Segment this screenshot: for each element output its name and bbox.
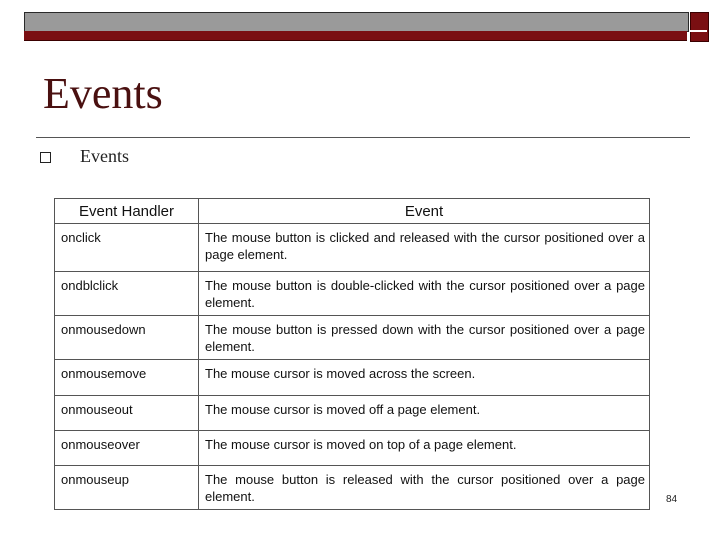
handler-name: onclick [61, 230, 101, 245]
square-bullet-icon [40, 152, 51, 163]
table-row [55, 396, 650, 431]
event-cell [199, 272, 650, 316]
handler-cell [55, 360, 199, 396]
handler-cell [55, 224, 199, 272]
event-description: The mouse button is double-clicked with the cursor positioned over a page element. [205, 278, 645, 310]
table-header-row [55, 199, 650, 224]
event-cell [199, 466, 650, 510]
event-description: The mouse button is clicked and released with the cursor positioned over a page element. [205, 230, 645, 262]
event-cell [199, 431, 650, 466]
handler-name: ondblclick [61, 278, 119, 293]
handler-name: onmousedown [61, 322, 146, 337]
table-row [55, 316, 650, 360]
event-cell [199, 316, 650, 360]
handler-name: onmouseover [61, 437, 140, 452]
event-description: The mouse button is released with the cursor positioned over a page element. [205, 472, 645, 504]
title-divider [36, 137, 690, 138]
table-row [55, 224, 650, 272]
table-row [55, 272, 650, 316]
table-row [55, 360, 650, 396]
event-description: The mouse button is pressed down with the cursor positioned over a page element. [205, 322, 645, 354]
page-number: 84 [666, 494, 678, 505]
handler-cell [55, 316, 199, 360]
bullet-text: Events [80, 146, 129, 166]
event-description: The mouse cursor is moved on top of a page element. [205, 437, 517, 452]
event-cell [199, 360, 650, 396]
handler-cell [55, 272, 199, 316]
handler-name: onmouseup [61, 472, 129, 487]
event-cell [199, 396, 650, 431]
event-cell [199, 224, 650, 272]
handler-cell [55, 396, 199, 431]
slide-title: Events [43, 69, 163, 118]
events-table [54, 198, 650, 510]
handler-name: onmousemove [61, 366, 147, 381]
header-corner-square [690, 12, 709, 42]
column-header-event: Event [199, 199, 650, 224]
handler-name: onmouseout [61, 402, 133, 417]
table-row [55, 466, 650, 510]
column-header-event-handler: Event Handler [55, 199, 199, 224]
handler-cell [55, 466, 199, 510]
header-corner-gap [690, 30, 707, 32]
header-band-gray [24, 12, 689, 32]
event-description: The mouse cursor is moved across the screen. [205, 366, 476, 381]
table-row [55, 431, 650, 466]
event-description: The mouse cursor is moved off a page element. [205, 402, 481, 417]
header-band-red [24, 31, 687, 41]
handler-cell [55, 431, 199, 466]
